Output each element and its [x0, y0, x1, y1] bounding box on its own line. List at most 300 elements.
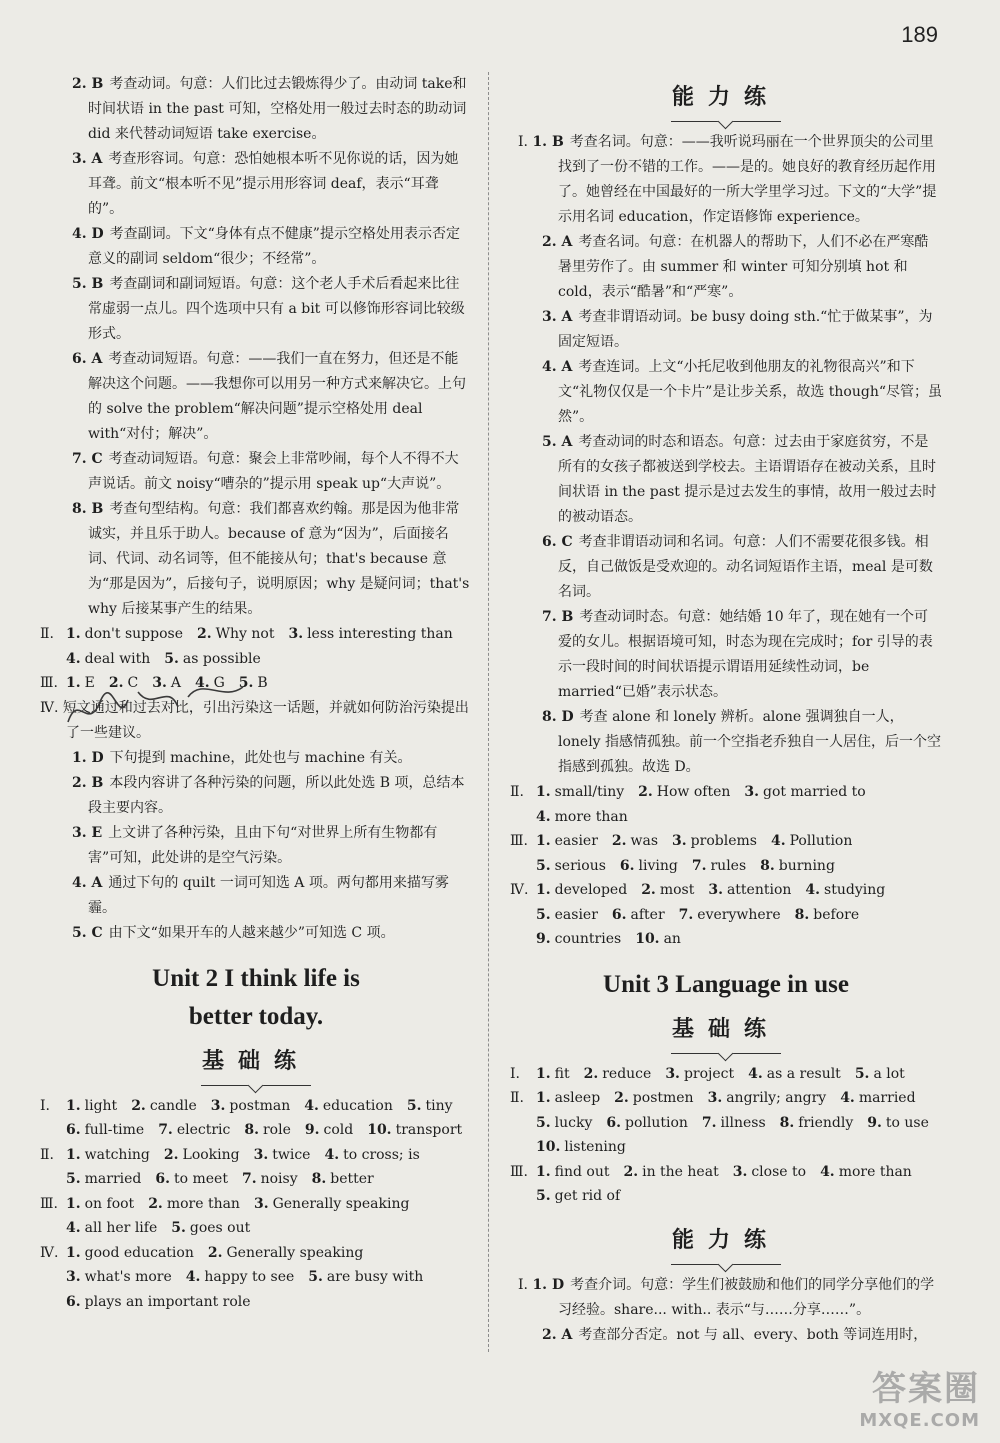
answer-item — [820, 1160, 912, 1185]
answer-item — [536, 903, 598, 928]
answer-item — [702, 1111, 766, 1136]
answer-number: 2. — [623, 1163, 639, 1180]
answer-item — [305, 1118, 353, 1143]
answer-text: less interesting than — [307, 626, 453, 642]
answer-number: 7. — [691, 857, 707, 874]
unit2-basic-answers — [40, 1094, 472, 1315]
answer-text: deal with — [84, 650, 151, 667]
answer-row-items — [66, 1094, 461, 1119]
answer-key: A — [91, 151, 103, 167]
answer-item — [242, 1167, 298, 1192]
answer-row-items — [536, 1062, 913, 1087]
section-roman — [510, 1184, 536, 1209]
section-roman: Ⅲ. — [40, 1195, 58, 1212]
answer-row-items — [536, 829, 860, 854]
answer-row-items — [66, 1241, 371, 1266]
answer-row-items — [66, 1143, 428, 1168]
answer-number: 5. — [536, 1114, 551, 1131]
section-roman: Ⅱ. — [40, 1146, 54, 1163]
unit1-section-2 — [40, 622, 472, 671]
answer-item — [780, 1111, 854, 1136]
answer-text: C — [127, 675, 139, 691]
answer-text: get rid of — [554, 1188, 621, 1204]
answer-number: 3. — [253, 1146, 269, 1163]
section-roman — [510, 1135, 536, 1160]
answer-item — [510, 705, 942, 780]
answer-item — [536, 854, 606, 879]
answer-number: 4. — [536, 808, 551, 825]
answer-item — [855, 1062, 905, 1087]
unit2-title-line2: better today. — [188, 1002, 324, 1030]
answer-item — [623, 1160, 718, 1185]
answer-text: find out — [554, 1163, 610, 1180]
answer-row — [510, 805, 942, 830]
section-roman — [40, 1290, 66, 1315]
answer-item — [536, 805, 628, 830]
answer-key: B — [91, 276, 104, 292]
answer-item — [40, 821, 472, 871]
answer-item — [679, 903, 781, 928]
answer-row — [40, 1118, 472, 1143]
answer-text: are busy with — [326, 1269, 424, 1285]
answer-explanation: 考查副词。下文“身体有点不健康”提示空格处用表示否定意义的副词 seldom“很少；不经常”。 — [88, 226, 460, 267]
answer-number: 10. — [635, 931, 660, 947]
answer-text: Why not — [215, 626, 275, 642]
answer-row — [510, 1135, 942, 1160]
answer-text: as a result — [766, 1065, 841, 1082]
answer-number: 3. — [665, 1065, 680, 1082]
answer-number: 6. — [72, 351, 92, 367]
answer-number: 5. — [536, 857, 551, 874]
answer-item — [510, 605, 942, 705]
answer-text: B — [257, 675, 268, 691]
answer-number: 1. — [532, 134, 552, 150]
answer-item — [66, 1216, 157, 1241]
answer-item — [510, 530, 942, 605]
answer-number: 3. — [708, 882, 723, 898]
answer-key: C — [91, 924, 103, 941]
answer-item — [40, 347, 472, 447]
answer-number: 4. — [72, 874, 92, 891]
answer-row-items — [536, 903, 867, 928]
answer-item — [760, 854, 835, 879]
answer-text: noisy — [260, 1171, 298, 1187]
answer-item — [208, 1241, 363, 1266]
answer-item — [40, 447, 472, 497]
answer-item — [635, 927, 681, 952]
answer-text: burning — [778, 857, 835, 874]
answer-number: 9. — [867, 1114, 882, 1131]
answer-number: 4. — [72, 226, 92, 242]
answer-row — [40, 1265, 472, 1290]
answer-row — [510, 1160, 942, 1185]
answer-item — [312, 1167, 374, 1192]
answer-text: friendly — [798, 1114, 854, 1131]
answer-number: 4. — [185, 1269, 201, 1285]
answer-text: tiny — [425, 1097, 453, 1114]
answer-text: lucky — [554, 1114, 593, 1131]
answer-item — [254, 1143, 311, 1168]
answer-number: 5. — [308, 1269, 323, 1285]
answer-number: 4. — [66, 650, 81, 667]
answer-item — [510, 1323, 942, 1348]
answer-explanation: 下句提到 machine，此处也与 machine 有关。 — [109, 749, 412, 766]
answer-item — [665, 1062, 734, 1087]
answer-key: B — [91, 774, 104, 791]
answer-item — [510, 130, 942, 230]
answer-item — [708, 1086, 827, 1111]
answer-row-items — [66, 1265, 431, 1290]
answer-number: 2. — [638, 784, 653, 800]
answer-text: G — [213, 675, 225, 691]
answer-text: happy to see — [204, 1269, 295, 1285]
answer-item — [620, 854, 678, 879]
answer-row-items — [536, 1111, 937, 1136]
answer-number: 2. — [108, 675, 124, 691]
answer-item — [536, 878, 627, 903]
answer-number: 2. — [72, 76, 92, 92]
answer-key: D — [551, 1276, 565, 1293]
answer-number: 7. — [542, 609, 562, 625]
answer-item — [536, 1111, 592, 1136]
answer-text: full-time — [84, 1122, 145, 1138]
answer-text: easier — [554, 906, 598, 923]
answer-text: before — [813, 906, 860, 923]
heading-arrow-icon — [671, 113, 781, 122]
answer-explanation: 由下文“如果开车的人越来越少”可知选 C 项。 — [108, 924, 395, 941]
answer-text: after — [630, 906, 665, 923]
answer-item — [171, 1216, 250, 1241]
answer-text: E — [84, 675, 95, 691]
section-roman: Ⅰ. — [510, 1065, 520, 1082]
answer-number: 1. — [536, 1065, 551, 1082]
answer-item — [288, 622, 452, 647]
answer-number: 2. — [641, 882, 656, 898]
unit2-title — [40, 960, 472, 1036]
answer-item — [66, 1167, 141, 1192]
answer-text: How often — [656, 784, 731, 800]
answer-explanation: 考查名词。句意：——我听说玛丽在一个世界顶尖的公司里找到了一份不错的工作。——是的。她良好的教育经历起作用了。她曾经在中国最好的一所大学里学习过。下文的“大学”提示用名词 education，作定语修饰 experience。 — [558, 134, 937, 225]
answer-explanation: 考查动词。句意：人们比过去锻炼得少了。由动词 take和时间状语 in the past 可知，空格处用一般过去时态的助动词 did 来代替动词短语 take exercise。 — [88, 76, 467, 142]
answer-item — [536, 1062, 570, 1087]
answer-number: 1. — [66, 1097, 81, 1114]
answer-explanation: 考查动词的时态和语态。句意：过去由于家庭贫穷，不是所有的女孩子都被送到学校去。主语谓语存在被动关系，且时间状语 in the past 提示是过去发生的事情，故用一般过去时的被动语态。 — [558, 434, 937, 525]
section-roman — [40, 1118, 66, 1143]
answer-number: 8. — [760, 857, 775, 874]
answer-key: A — [91, 351, 103, 367]
answer-number: 4. — [304, 1097, 319, 1114]
answer-item — [641, 878, 694, 903]
answer-row — [510, 1184, 942, 1209]
answer-key: B — [561, 609, 574, 625]
answer-text: all her life — [84, 1220, 158, 1236]
answer-row — [510, 1111, 942, 1136]
answer-text: serious — [554, 857, 606, 874]
answer-explanation: 本段内容讲了各种污染的问题，所以此处选 B 项，总结本段主要内容。 — [88, 774, 465, 816]
answer-number: 2. — [542, 234, 562, 250]
answer-text: rules — [710, 857, 747, 874]
answer-item — [536, 1160, 609, 1185]
answer-number: 3. — [707, 1090, 723, 1106]
answer-number: 2. — [542, 1326, 562, 1343]
answer-number: 5. — [406, 1097, 422, 1114]
answer-number: 4. — [840, 1090, 855, 1106]
answer-item — [805, 878, 885, 903]
answer-text: electric — [176, 1122, 231, 1138]
answer-text: postman — [229, 1097, 291, 1114]
answer-item — [606, 1111, 688, 1136]
answer-number: 1. — [536, 882, 551, 898]
answer-number: 8. — [72, 501, 92, 517]
intro-text: 短文通过和过去对比，引出污染这一话题，并就如何防治污染提出了一些建议。 — [62, 699, 469, 741]
answer-number: 2. — [614, 1090, 629, 1106]
answer-text: plays an important role — [84, 1293, 251, 1310]
section-roman: Ⅲ. — [510, 833, 528, 849]
answer-item — [254, 1192, 409, 1217]
answer-row — [510, 903, 942, 928]
answer-number: 4. — [324, 1146, 340, 1163]
answer-item — [308, 1265, 423, 1290]
watermark-url: MXQE.COM — [859, 1410, 980, 1431]
answer-row-items — [536, 878, 893, 903]
section-roman: Ⅱ. — [510, 1090, 524, 1106]
answer-item — [510, 430, 942, 530]
answer-number: 6. — [611, 906, 627, 923]
answer-item — [536, 1184, 620, 1209]
answer-row — [40, 1216, 472, 1241]
answer-number: 5. — [164, 650, 179, 667]
answer-number: 6. — [542, 534, 562, 550]
answer-item — [536, 1086, 600, 1111]
answer-explanation: 考查非谓语动词和名词。句意：人们不需要花很多钱。相反，自己做饭是受欢迎的。动名词短语作主语，meal 是可数名词。 — [558, 534, 933, 600]
answer-number: 6. — [66, 1293, 81, 1310]
answer-text: problems — [690, 833, 757, 849]
column-divider — [488, 72, 489, 1352]
answer-number: 7. — [72, 451, 92, 467]
answer-number: 1. — [66, 1195, 81, 1212]
answer-number: 2. — [131, 1097, 146, 1114]
answer-item — [324, 1143, 419, 1168]
answer-item — [211, 1094, 290, 1119]
answer-text: easier — [554, 833, 598, 849]
section-roman: Ⅳ. — [510, 882, 529, 898]
answer-key: B — [91, 76, 104, 92]
answer-item — [40, 147, 472, 222]
section-roman: Ⅰ. — [518, 1276, 533, 1293]
answer-item — [40, 72, 472, 147]
answer-text: to cross; is — [343, 1146, 420, 1163]
answer-row-items — [536, 854, 843, 879]
answer-item — [197, 622, 274, 647]
answer-number: 3. — [210, 1097, 226, 1114]
answer-number: 10. — [367, 1122, 392, 1138]
section-roman — [510, 903, 536, 928]
answer-item — [771, 829, 852, 854]
answer-text: fit — [554, 1065, 570, 1082]
section-roman: Ⅰ. — [40, 1097, 50, 1114]
answer-row-items — [66, 1167, 382, 1192]
answer-key: D — [91, 749, 104, 766]
answer-item — [40, 871, 472, 921]
answer-key: D — [91, 226, 104, 242]
answer-key: A — [561, 1326, 573, 1343]
answer-text: role — [262, 1122, 291, 1138]
answer-item — [748, 1062, 841, 1087]
answer-explanation: 考查连词。上文“小托尼收到他朋友的礼物很高兴”和下文“礼物仅仅是一个卡片”是让步关系，故选 though“尽管；虽然”。 — [558, 359, 942, 425]
answer-number: 4. — [66, 1220, 81, 1236]
section-roman: Ⅲ. — [510, 1163, 528, 1180]
answer-text: asleep — [554, 1090, 601, 1106]
answer-number: 4. — [542, 359, 562, 375]
answer-number: 8. — [311, 1171, 327, 1187]
answer-text: light — [84, 1097, 118, 1114]
section-roman — [40, 647, 66, 672]
answer-item — [131, 1094, 197, 1119]
answer-item — [612, 903, 665, 928]
answer-row-items — [66, 1192, 417, 1217]
answer-text: goes out — [189, 1220, 251, 1236]
answer-item — [40, 222, 472, 272]
answer-number: 7. — [241, 1171, 257, 1187]
answer-number: 7. — [158, 1122, 173, 1138]
answer-item — [66, 1241, 194, 1266]
answer-number: 5. — [171, 1220, 186, 1236]
answer-number: 1. — [66, 675, 81, 691]
answer-item — [164, 1143, 240, 1168]
answer-text: A — [170, 675, 181, 691]
answer-number: 8. — [542, 709, 562, 725]
answer-number: 5. — [542, 434, 562, 450]
site-watermark — [859, 1361, 980, 1431]
answer-row — [40, 647, 472, 672]
answer-item — [840, 1086, 915, 1111]
answer-key: A — [561, 309, 573, 325]
answer-item — [867, 1111, 929, 1136]
section-roman — [40, 1216, 66, 1241]
answer-number: 1. — [532, 1276, 552, 1293]
answer-item — [66, 1118, 144, 1143]
answer-item — [66, 1290, 251, 1315]
answer-number: 3. — [152, 675, 167, 691]
answer-key: A — [91, 874, 103, 891]
answer-item — [164, 647, 261, 672]
answer-text: got married to — [763, 784, 866, 800]
answer-item — [367, 1118, 462, 1143]
unit2-ability-answers — [510, 130, 942, 780]
answer-number: 7. — [701, 1114, 717, 1131]
answer-number: 5. — [66, 1171, 81, 1187]
answer-number: 2. — [196, 626, 212, 642]
answer-explanation: 考查介词。句意：学生们被鼓励和他们的同学分享他们的学习经验。share... with.. 表示“与……分享……”。 — [558, 1276, 935, 1318]
unit2-basic-heading: 基础练 — [201, 1048, 310, 1074]
unit2-title-line1: Unit 2 I think life is — [152, 964, 360, 992]
answer-row-items — [536, 1160, 920, 1185]
answer-explanation: 考查形容词。句意：恐怕她根本听不见你说的话，因为她耳聋。前文“根本听不见”提示用形容词 deaf，表示“耳聋的”。 — [88, 151, 459, 217]
answer-item — [66, 647, 150, 672]
answer-number: 1. — [66, 1146, 81, 1163]
answer-text: don't suppose — [84, 626, 183, 642]
section-roman — [40, 1167, 66, 1192]
answer-text: reduce — [602, 1065, 652, 1082]
answer-number: 3. — [672, 833, 687, 849]
answer-item — [158, 1118, 230, 1143]
answer-key: B — [91, 501, 104, 517]
page-number: 189 — [901, 22, 938, 47]
section-roman — [510, 1111, 536, 1136]
section-roman — [40, 1265, 66, 1290]
answer-item — [536, 780, 624, 805]
answer-text: to meet — [173, 1171, 228, 1187]
answer-text: everywhere — [697, 906, 781, 923]
answer-row-items — [536, 927, 689, 952]
answer-row-items — [66, 1216, 258, 1241]
answer-number: 3. — [66, 1269, 81, 1285]
section-roman — [510, 927, 536, 952]
answer-item — [536, 1135, 626, 1160]
answer-number: 9. — [304, 1122, 320, 1138]
answer-text: on foot — [84, 1195, 135, 1212]
answer-text: candle — [149, 1097, 197, 1114]
answer-number: 5. — [854, 1065, 870, 1082]
answer-item — [612, 829, 658, 854]
answer-number: 3. — [253, 1195, 269, 1212]
answer-item — [510, 355, 942, 430]
answer-number: 2. — [611, 833, 627, 849]
answer-text: education — [322, 1097, 393, 1114]
answer-item — [40, 746, 472, 771]
answer-number: 8. — [794, 906, 810, 923]
answer-number: 7. — [678, 906, 694, 923]
answer-item — [66, 1094, 117, 1119]
answer-text: married — [84, 1171, 142, 1187]
answer-number: 5. — [536, 906, 551, 923]
answer-number: 4. — [194, 675, 210, 691]
answer-row — [40, 1290, 472, 1315]
answer-number: 4. — [805, 882, 821, 898]
answer-number: 3. — [72, 824, 92, 841]
answer-number: 5. — [72, 276, 92, 292]
answer-row-items — [536, 780, 874, 805]
answer-item — [744, 780, 865, 805]
right-column — [510, 72, 942, 1348]
answer-item — [148, 1192, 240, 1217]
answer-number: 1. — [536, 1090, 551, 1106]
answer-number: 6. — [155, 1171, 170, 1187]
section-roman — [510, 805, 536, 830]
answer-explanation: 考查句型结构。句意：我们都喜欢约翰。那是因为他非常诚实，并且乐于助人。because of 意为“因为”，后面接名词、代词、动名词等，但不能接从句；that's because 意为“那是因为”，后接句子，说明原因；why 是疑问词；that's why 后接某事产生的结果。 — [88, 501, 470, 617]
answer-item — [510, 1273, 942, 1323]
answer-text: in the heat — [642, 1163, 719, 1180]
answer-text: what's more — [84, 1269, 172, 1285]
answer-key: C — [561, 534, 573, 550]
answer-number: 6. — [619, 857, 635, 874]
answer-number: 10. — [536, 1139, 561, 1155]
answer-number: 5. — [72, 924, 92, 941]
answer-text: angrily; angry — [726, 1090, 827, 1106]
answer-number: 1. — [72, 749, 92, 766]
answer-item — [66, 622, 183, 647]
answer-item — [40, 497, 472, 622]
answer-number: 8. — [779, 1114, 795, 1131]
answer-item — [40, 771, 472, 821]
answer-text: Generally speaking — [272, 1195, 410, 1212]
answer-text: transport — [395, 1122, 463, 1138]
answer-explanation: 考查 alone 和 lonely 辨析。alone 强调独自一人，lonely 指感情孤独。前一个空指老乔独自一人居住，后一个空指感到孤独。故选 D。 — [558, 709, 942, 775]
answer-item — [708, 878, 791, 903]
answer-row — [510, 829, 942, 854]
answer-explanation: 考查名词。句意：在机器人的帮助下，人们不必在严寒酷暑里劳作了。由 summer 和 winter 可知分别填 hot 和 cold，表示“酷暑”和“严寒”。 — [558, 234, 929, 300]
answer-text: illness — [720, 1114, 766, 1131]
